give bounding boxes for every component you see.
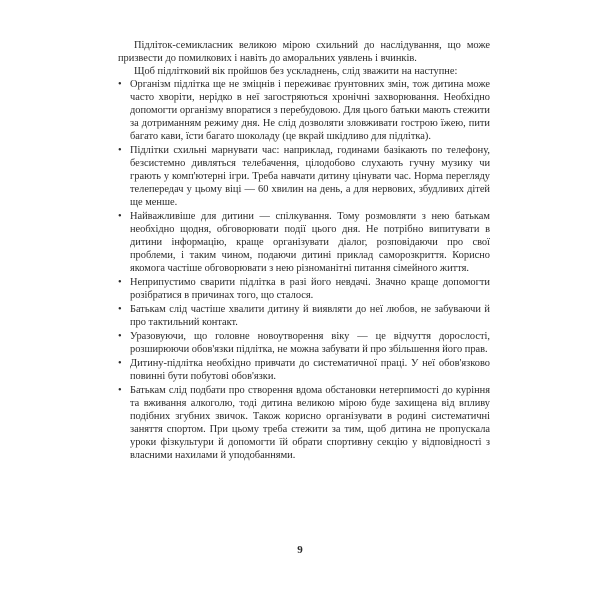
page-number: 9 [297, 544, 303, 556]
list-item [118, 303, 490, 329]
page-text-block [118, 39, 490, 463]
bullet-marker: • [118, 331, 122, 342]
list-item [118, 384, 490, 462]
bullet-marker: • [118, 277, 122, 288]
bullet-marker: • [118, 79, 122, 90]
list-item-text: Підлітки схильні марнувати час: наприклад, годинами базікають по телефону, безсистемно дивляться телебачення, цілодобово слухають гучну музику чи грають у комп'ютерні ігри. Треба навчати дитину цінувати час. Норма перегляду телепередач у цьому віці — 60 хвилин на день, а для нервових, збудливих дітей ще менше. [130, 145, 490, 208]
list-item-text: Батькам слід частіше хвалити дитину й виявляти до неї любов, не забуваючи й про тактильний контакт. [130, 304, 490, 328]
bullet-marker: • [118, 304, 122, 315]
list-item-text: Дитину-підлітка необхідно привчати до систематичної праці. У неї обов'язково повинні бути побутові обов'язки. [130, 358, 490, 382]
paragraph-intro: Підліток-семикласник великою мірою схильний до наслідування, що може призвести до помилкових і навіть до аморальних уявлень і вчинків. [118, 40, 490, 64]
list-item [118, 144, 490, 209]
list-item [118, 210, 490, 275]
list-item [118, 78, 490, 143]
bullet-marker: • [118, 385, 122, 396]
paragraph-lead-in: Щоб підлітковий вік пройшов без ускладнень, слід зважити на наступне: [134, 66, 458, 77]
list-item-text: Організм підлітка ще не зміцнів і переживає ґрунтовних змін, тож дитина може часто хворіти, нерідко в неї загостряються хронічні захворювання. Необхідно допомогти організму впоратися з перебудовою. Для цього батьки мають стежити за дотриманням режиму дня. Не слід дозволяти зловживати гострою їжею, пити багато кави, їсти багато шоколаду (це вкрай шкідливо для підлітка). [130, 79, 490, 142]
list-item [118, 330, 490, 356]
bullet-marker: • [118, 211, 122, 222]
advice-list [118, 78, 490, 462]
bullet-marker: • [118, 358, 122, 369]
bullet-marker: • [118, 145, 122, 156]
list-item-text: Найважливіше для дитини — спілкування. Тому розмовляти з нею батькам необхідно щодня, обговорювати події цього дня. Не потрібно випитувати в дитини інформацію, краще організувати діалог, розповідаючи про свої проблеми, і таким чином, подаючи дитині приклад саморозкриття. Корисно якомога частіше обговорювати з нею різноманітні питання сімейного життя. [130, 211, 490, 274]
list-item-text: Неприпустимо сварити підлітка в разі його невдачі. Значно краще допомогти розібратися в причинах того, що сталося. [130, 277, 490, 301]
list-item-text: Батькам слід подбати про створення вдома обстановки нетерпимості до куріння та вживання алкоголю, тоді дитина великою мірою буде захищена від впливу подібних згубних звичок. Також корисно організувати в родині систематичні заняття спортом. При цьому треба стежити за тим, щоб дитина не пропускала уроки фізкультури й допомогти їй обрати спортивну секцію у відповідності з власними нахилами й уподобаннями. [130, 385, 490, 461]
list-item [118, 276, 490, 302]
list-item-text: Уразовуючи, що головне новоутворення віку — це відчуття дорослості, розширюючи обов'язки підлітка, не можна забувати й про збільшення його прав. [130, 331, 490, 355]
list-item [118, 357, 490, 383]
